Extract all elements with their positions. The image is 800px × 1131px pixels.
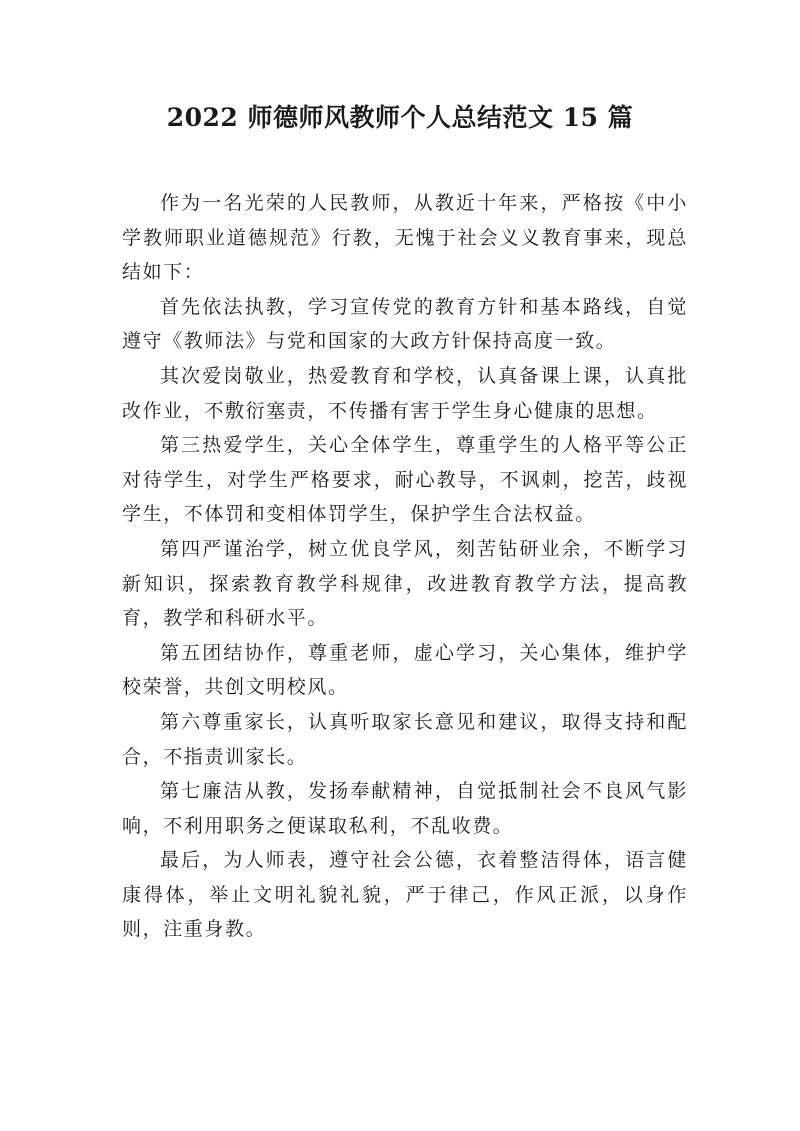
document-body <box>122 186 688 947</box>
paragraph-7: 第七廉洁从教，发扬奉献精神，自觉抵制社会不良风气影响，不利用职务之便谋取私利，不乱收费。 <box>122 780 688 837</box>
paragraph-1: 首先依法执教，学习宣传党的教育方针和基本路线，自觉遵守《教师法》与党和国家的大政方针保持高度一致。 <box>122 295 688 353</box>
paragraph-intro: 作为一名光荣的人民教师，从教近十年来，严格按《中小学教师职业道德规范》行教，无愧于社会义义教育事来，现总结如下： <box>122 192 688 284</box>
paragraph-5: 第五团结协作，尊重老师，虚心学习，关心集体，维护学校荣誉，共创文明校风。 <box>122 641 688 699</box>
paragraph-6: 第六尊重家长，认真听取家长意见和建议，取得支持和配合，不指责训家长。 <box>122 710 688 768</box>
paragraph-3: 第三热爱学生，关心全体学生，尊重学生的人格平等公正对待学生，对学生严格要求，耐心教导，不讽刺，挖苦，歧视学生，不体罚和变相体罚学生，保护学生合法权益。 <box>122 434 688 526</box>
paragraph-2: 其次爱岗敬业，热爱教育和学校，认真备课上课，认真批改作业，不敷衍塞责，不传播有害于学生身心健康的思想。 <box>122 364 688 422</box>
paragraph-8: 最后，为人师表，遵守社会公德，衣着整洁得体，语言健康得体，举止文明礼貌礼貌，严于律己，作风正派，以身作则，注重身教。 <box>122 849 688 941</box>
document-title: 2022 师德师风教师个人总结范文 15 篇 <box>166 103 634 132</box>
paragraph-4: 第四严谨治学，树立优良学风，刻苦钻研业余，不断学习新知识，探索教育教学科规律，改进教育教学方法，提高教育，教学和科研水平。 <box>122 537 688 630</box>
